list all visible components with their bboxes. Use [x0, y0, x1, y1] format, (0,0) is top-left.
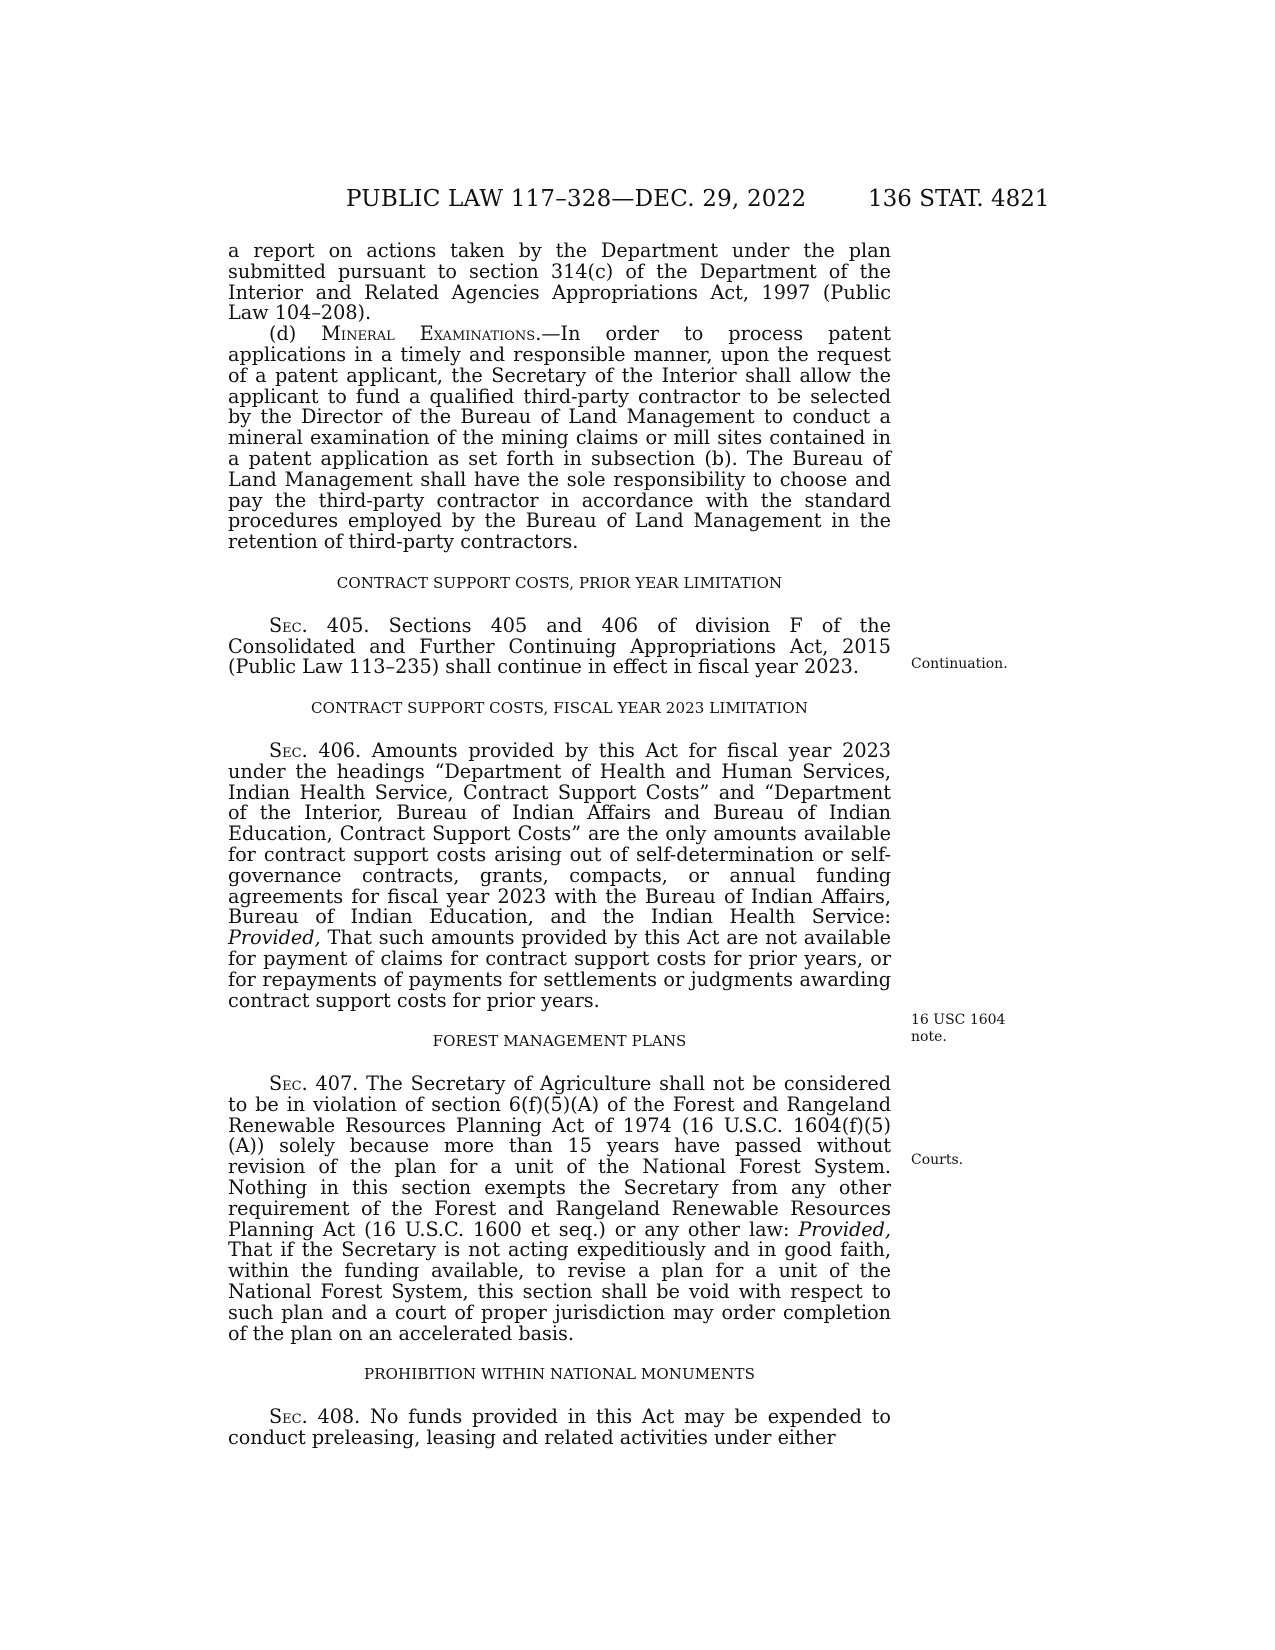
section-406	[228, 738, 891, 1012]
section-text: That if the Secretary is not acting expeditiously and in good faith, within the funding available, to revise a plan for a unit of the National Forest System, this section shall be void with respect to such plan and a court of proper jurisdiction may order completion of the plan on an accelerated basis.	[228, 1238, 891, 1345]
paragraph-report: a report on actions taken by the Department under the plan submitted pursuant to section 314(c) of the Department of the Interior and Related Agencies Appropriations Act, 1997 (Public Law 104–208).	[228, 239, 891, 325]
section-text: That such amounts provided by this Act are not available for payment of claims for contract support costs for prior years, or for repayments of payments for settlements or judgments awarding contract support costs for prior years.	[228, 926, 891, 1012]
margin-note-usc-line2: note.	[911, 1029, 947, 1045]
subsection-label: (d)	[269, 322, 322, 346]
section-405	[228, 613, 891, 679]
section-label: Sec. 405.	[269, 613, 370, 637]
proviso: Provided,	[228, 926, 321, 950]
section-label: Sec. 406.	[269, 738, 362, 762]
section-heading-408: PROHIBITION WITHIN NATIONAL MONUMENTS	[364, 1365, 755, 1384]
section-label: Sec. 408.	[269, 1405, 361, 1429]
subsection-caption: Mineral Examinations.	[321, 322, 542, 346]
proviso: Provided,	[798, 1217, 891, 1241]
margin-note-continuation: Continuation.	[911, 656, 1008, 672]
page-body	[228, 241, 891, 1449]
section-text: Amounts provided by this Act for fiscal year 2023 under the headings “Department of Health and Human Services, Indian Health Service, Contract Support Costs” and “Department of the Interior, Bureau of Indian Affairs and Bureau of Indian Education, Contract Support Costs” are the only amounts available for contract support costs arising out of self-determination or self-governance contracts, grants, compacts, or annual funding agreements for fiscal year 2023 with the Bureau of Indian Affairs, Bureau of Indian Education, and the Indian Health Service:	[228, 738, 891, 929]
margin-note-usc-line1: 16 USC 1604	[911, 1012, 1006, 1028]
section-heading-406: CONTRACT SUPPORT COSTS, FISCAL YEAR 2023 LIMITATION	[311, 699, 808, 718]
section-408	[228, 1407, 891, 1449]
subsection-text: —In order to process patent applications in a timely and responsible manner, upon the request of a patent applicant, the Secretary of the Interior shall allow the applicant to fund a qualified third-party contractor to be selected by the Director of the Bureau of Land Management to conduct a mineral examination of the mining claims or mill sites contained in a patent application as set forth in subsection (b). The Bureau of Land Management shall have the sole responsibility to choose and pay the third-party contractor in accordance with the standard procedures employed by the Bureau of Land Management in the retention of third-party contractors.	[228, 322, 891, 554]
section-text: No funds provided in this Act may be expended to conduct preleasing, leasing and related activities under either	[228, 1405, 891, 1450]
section-heading-405: CONTRACT SUPPORT COSTS, PRIOR YEAR LIMITATION	[336, 573, 783, 592]
section-text: The Secretary of Agriculture shall not be considered to be in violation of section 6(f)(5)(A) of the Forest and Rangeland Renewable Resources Planning Act of 1974 (16 U.S.C. 1604(f)(5)(A)) solely because more than 15 years have passed without revision of the plan for a unit of the National Forest System. Nothing in this section exempts the Secretary from any other requirement of the Forest and Rangeland Renewable Resources Planning Act (16 U.S.C. 1600 et seq.) or any other law:	[228, 1072, 891, 1241]
page-header	[0, 186, 1275, 216]
section-text: Sections 405 and 406 of division F of the Consolidated and Further Continuing Appropriations Act, 2015 (Public Law 113–235) shall continue in effect in fiscal year 2023.	[228, 613, 891, 679]
margin-note-courts: Courts.	[911, 1152, 964, 1168]
running-title: PUBLIC LAW 117–328—DEC. 29, 2022	[346, 186, 807, 212]
paragraph-mineral-examinations	[228, 324, 891, 553]
margin-note-usc	[911, 1012, 1005, 1046]
section-heading-407: FOREST MANAGEMENT PLANS	[432, 1032, 687, 1051]
section-label: Sec. 407.	[269, 1072, 359, 1096]
section-407	[228, 1074, 891, 1344]
stat-page-number: 136 STAT. 4821	[868, 186, 1050, 212]
